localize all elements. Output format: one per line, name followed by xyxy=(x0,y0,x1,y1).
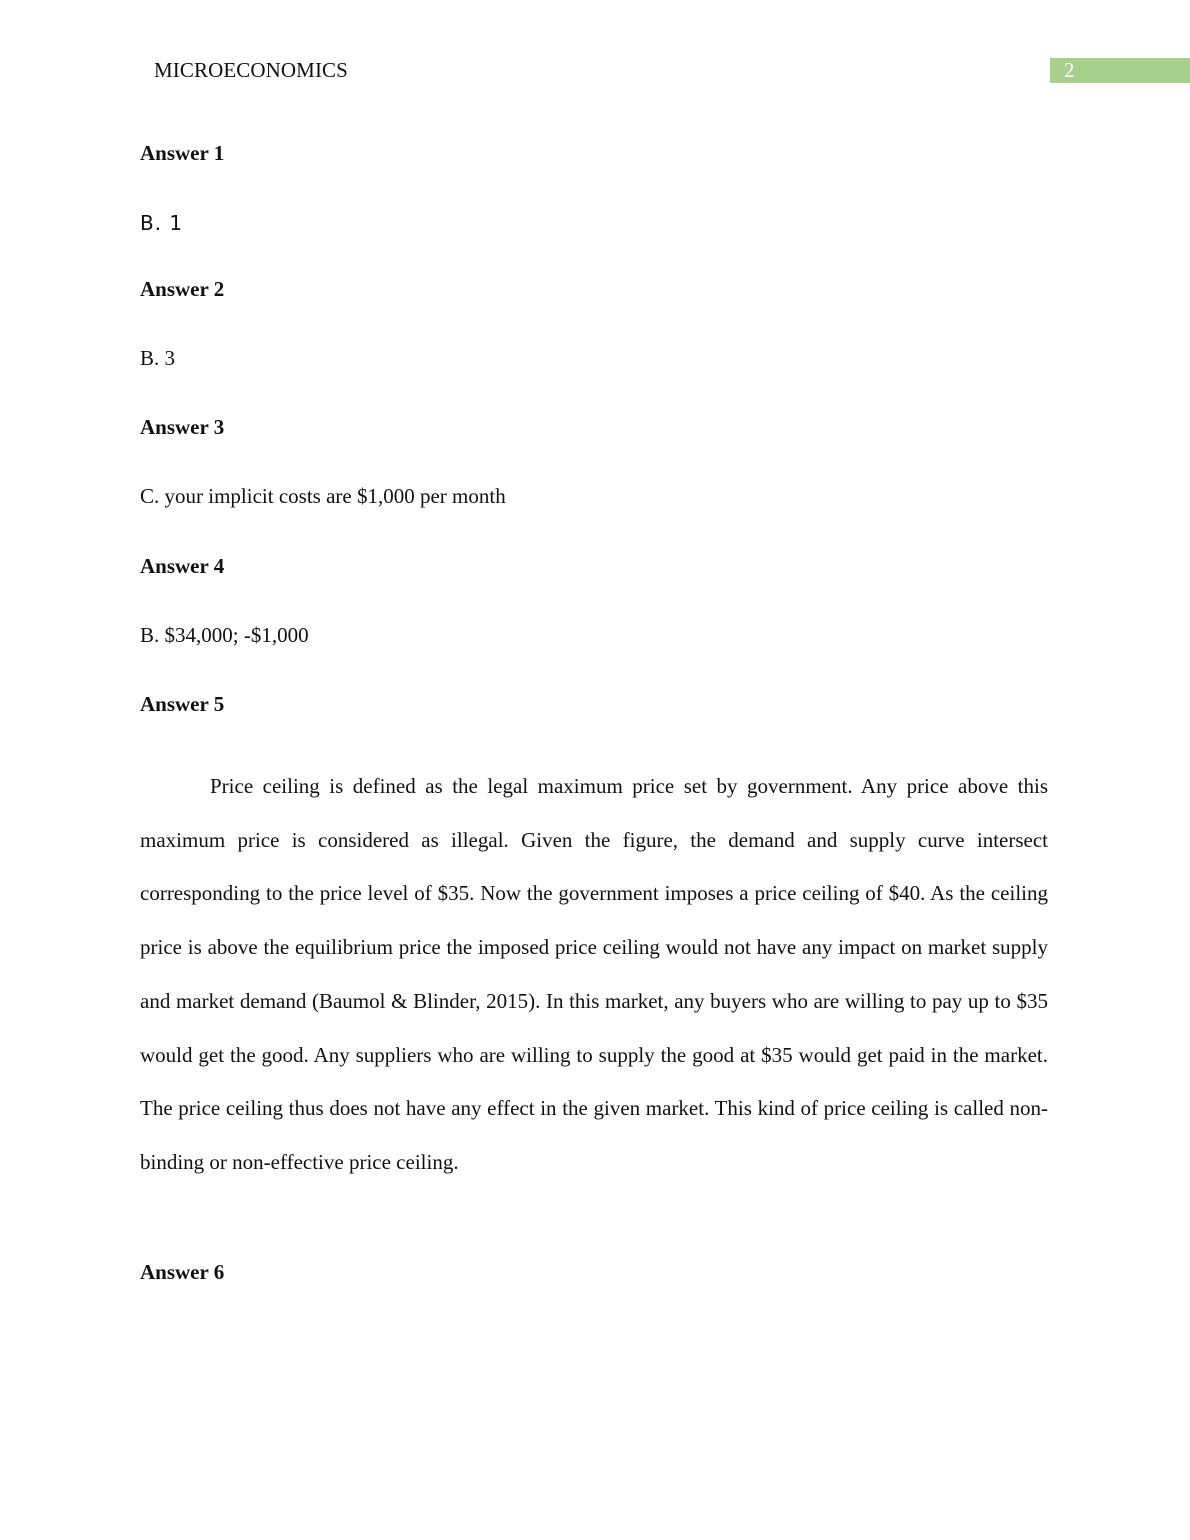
answer-4-response: B. $34,000; -$1,000 xyxy=(140,623,309,647)
answer-5-paragraph: Price ceiling is defined as the legal maximum price set by government. Any price above this maximum price is considered as illegal. Given the figure, the demand and supply curve intersect corresponding to the price level of $35. Now the government imposes a price ceiling of $40. As the ceiling price is above the equilibrium price the imposed price ceiling would not have any impact on market supply and market demand (Baumol & Blinder, 2015). In this market, any buyers who are willing to pay up to $35 would get the good. Any suppliers who are willing to supply the good at $35 would get paid in the market. The price ceiling thus does not have any effect in the given market. This kind of price ceiling is called non-binding or non-effective price ceiling. xyxy=(140,774,1048,1174)
page-number-band xyxy=(1050,58,1190,83)
answer-1-heading: Answer 1 xyxy=(140,141,225,165)
answer-4-heading: Answer 4 xyxy=(140,554,225,578)
answer-6-heading: Answer 6 xyxy=(140,1260,225,1284)
page-number: 2 xyxy=(1064,58,1075,82)
answer-5-heading: Answer 5 xyxy=(140,692,225,716)
answer-3-response: C. your implicit costs are $1,000 per month xyxy=(140,484,506,508)
answer-2-response: B. 3 xyxy=(140,346,176,370)
running-head: MICROECONOMICS xyxy=(154,58,348,82)
answer-2-heading: Answer 2 xyxy=(140,277,225,301)
answer-1-response: B. 1 xyxy=(140,211,184,235)
answer-3-heading: Answer 3 xyxy=(140,415,225,439)
